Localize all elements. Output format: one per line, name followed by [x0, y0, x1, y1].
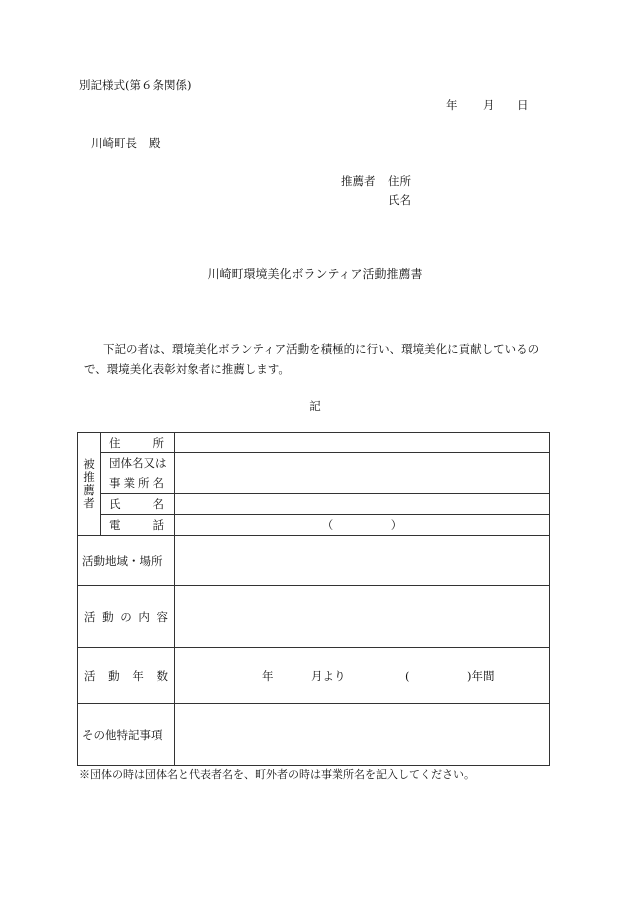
- nominee-side-label: 被 推 薦 者: [78, 433, 101, 536]
- years-total-label: )年間: [467, 668, 495, 683]
- table-row-address: [78, 433, 550, 453]
- name-label: 氏 名: [101, 494, 175, 515]
- years-field[interactable]: [175, 648, 550, 704]
- recommendation-table: [77, 432, 550, 766]
- area-label: 活動地域・場所: [78, 536, 175, 586]
- table-row-phone: [78, 515, 550, 536]
- years-open-paren: (: [405, 668, 410, 683]
- address-label: 住 所: [101, 433, 175, 453]
- phone-label: 電 話: [101, 515, 175, 536]
- table-row-area: [78, 536, 550, 586]
- other-label: その他特記事項: [78, 704, 175, 766]
- recommender-label: 推薦者: [341, 174, 376, 188]
- table-row-other: [78, 704, 550, 766]
- years-label: 活 動 年 数: [78, 648, 175, 704]
- footnote: ※団体の時は団体名と代表者名を、町外者の時は事業所名を記入してください。: [79, 768, 475, 781]
- years-month-from-label: 月より: [311, 668, 346, 683]
- date-month-label: 月: [483, 98, 495, 112]
- address-field[interactable]: [175, 433, 550, 453]
- addressee: [91, 138, 161, 150]
- recommender-name-label: 氏名: [388, 193, 411, 207]
- area-field[interactable]: [175, 536, 550, 586]
- recommender-address-label: 住所: [388, 174, 411, 188]
- date-day-label: 日: [517, 98, 529, 112]
- org-label: 団体名又は 事 業 所 名: [101, 453, 175, 494]
- phone-field[interactable]: [175, 515, 550, 536]
- other-field[interactable]: [175, 704, 550, 766]
- document-title: 川崎町環境美化ボランティア活動推薦書: [207, 267, 423, 281]
- body-text-line-1: 下記の者は、環境美化ボランティア活動を積極的に行い、環境美化に貢献しているの: [103, 342, 540, 356]
- years-year-label: 年: [262, 668, 274, 683]
- ki-heading: 記: [309, 399, 321, 413]
- phone-parens: （ ）: [321, 518, 403, 532]
- table-row-org: [78, 453, 550, 494]
- addressee-honorific: 殿: [149, 136, 161, 150]
- form-label: 別記様式(第６条関係): [79, 78, 192, 92]
- name-field[interactable]: [175, 494, 550, 515]
- table-row-content: [78, 586, 550, 648]
- date-year-label: 年: [446, 98, 458, 112]
- table-row-name: [78, 494, 550, 515]
- content-field[interactable]: [175, 586, 550, 648]
- body-text-line-2: で、環境美化表彰対象者に推薦します。: [84, 362, 290, 376]
- org-field[interactable]: [175, 453, 550, 494]
- content-label: 活 動 の 内 容: [78, 586, 175, 648]
- table-row-years: [78, 648, 550, 704]
- addressee-name: 川崎町長: [91, 136, 137, 150]
